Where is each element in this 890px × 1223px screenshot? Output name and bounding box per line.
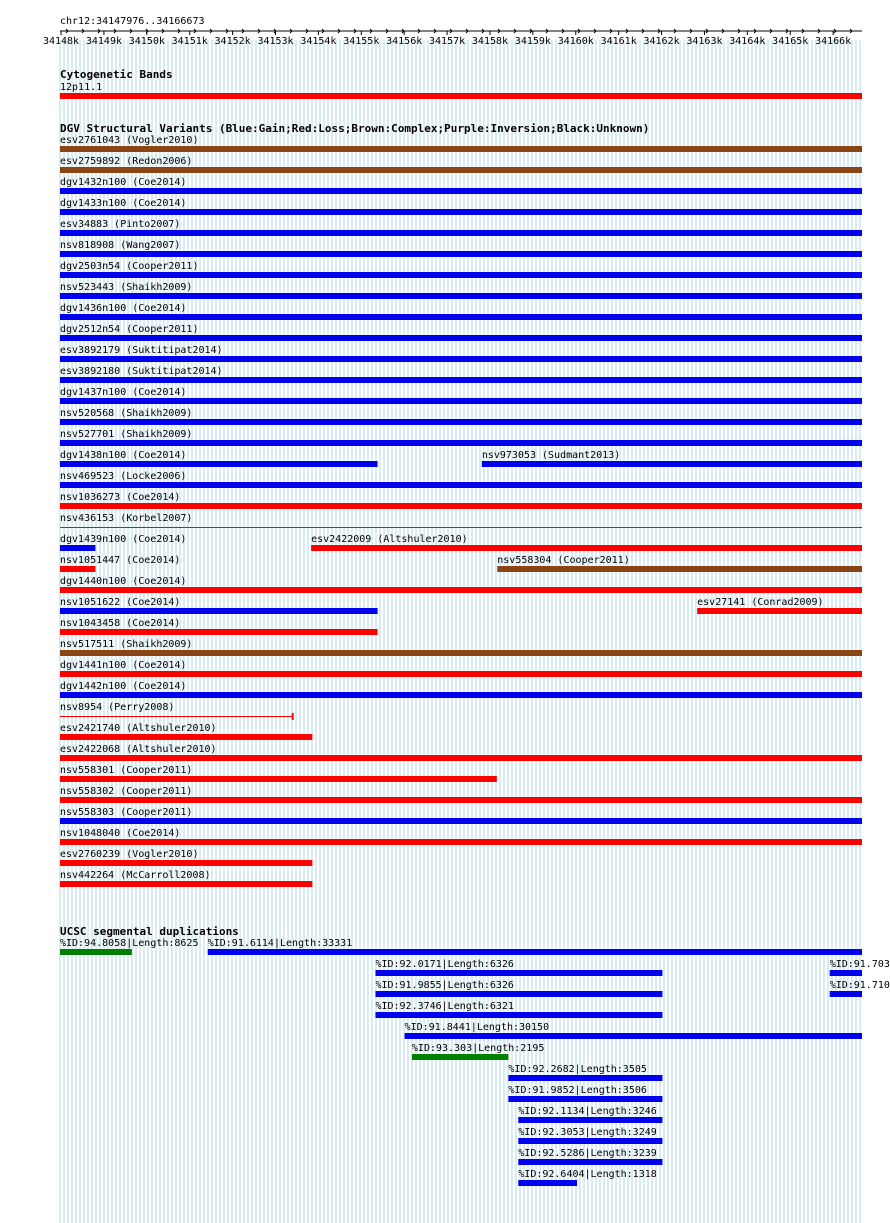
feature-bar[interactable]	[60, 527, 862, 528]
feature-bar[interactable]	[60, 629, 378, 635]
feature-label: %ID:92.3746|Length:6321	[375, 1001, 514, 1012]
feature-bar[interactable]	[60, 167, 862, 173]
feature-label: esv2421740 (Altshuler2010)	[60, 723, 217, 734]
feature-label: %ID:93.303|Length:2195	[411, 1043, 545, 1054]
feature[interactable]	[60, 198, 862, 215]
feature[interactable]	[60, 261, 862, 278]
feature-bar[interactable]	[60, 209, 862, 215]
feature-label: %ID:92.2682|Length:3505	[508, 1064, 647, 1075]
feature-bar[interactable]	[60, 860, 312, 866]
feature[interactable]	[60, 807, 862, 824]
feature-label: esv3892180 (Suktitipat2014)	[60, 366, 223, 377]
track-title: Cytogenetic Bands	[60, 68, 173, 81]
feature[interactable]	[60, 492, 862, 509]
track-title: UCSC segmental duplications	[60, 925, 239, 938]
feature[interactable]	[60, 324, 862, 341]
feature-label: dgv1441n100 (Coe2014)	[60, 660, 187, 671]
feature-bar[interactable]	[60, 671, 862, 677]
feature-label: nsv436153 (Korbel2007)	[60, 513, 193, 524]
feature-label: dgv2503n54 (Cooper2011)	[60, 261, 199, 272]
feature-bar[interactable]	[60, 251, 862, 257]
feature-bar[interactable]	[518, 1117, 662, 1123]
feature-label: nsv8954 (Perry2008)	[60, 702, 175, 713]
feature[interactable]	[60, 387, 862, 404]
feature-bar[interactable]	[60, 734, 312, 740]
feature[interactable]	[60, 240, 862, 257]
feature-label: nsv517511 (Shaikh2009)	[60, 639, 193, 650]
feature[interactable]	[60, 870, 312, 887]
feature[interactable]	[830, 980, 890, 997]
feature-bar[interactable]	[60, 839, 862, 845]
feature-label: %ID:91.6114|Length:33331	[207, 938, 353, 949]
feature-end-marker	[292, 713, 294, 720]
feature[interactable]	[518, 1127, 662, 1144]
feature-bar[interactable]	[60, 419, 862, 425]
feature-bar[interactable]	[405, 1033, 862, 1039]
feature-bar[interactable]	[60, 398, 862, 404]
ruler-tick-label: 34154k	[300, 36, 337, 47]
ruler-tick-label: 34166k	[815, 36, 852, 47]
feature[interactable]	[60, 303, 862, 320]
feature-label: %ID:91.9855|Length:6326	[375, 980, 514, 991]
feature[interactable]	[60, 828, 862, 845]
feature[interactable]	[60, 282, 862, 299]
feature[interactable]	[60, 702, 294, 720]
feature[interactable]	[60, 744, 862, 761]
ruler-tick-label: 34150k	[128, 36, 165, 47]
feature-label: nsv558301 (Cooper2011)	[60, 765, 193, 776]
feature-label: nsv469523 (Locke2006)	[60, 471, 187, 482]
feature-bar[interactable]	[412, 1054, 509, 1060]
feature[interactable]	[60, 471, 862, 488]
feature-label: nsv973053 (Sudmant2013)	[481, 450, 621, 461]
feature[interactable]	[518, 1106, 662, 1123]
feature[interactable]	[60, 576, 862, 593]
feature[interactable]	[375, 980, 662, 997]
ruler-tick-label: 34158k	[471, 36, 509, 47]
feature[interactable]	[375, 959, 662, 976]
feature-bar[interactable]	[697, 608, 862, 614]
feature-label: dgv1438n100 (Coe2014)	[60, 450, 187, 461]
ruler-tick-label: 34153k	[257, 36, 294, 47]
feature[interactable]	[60, 345, 862, 362]
feature[interactable]	[375, 1001, 662, 1018]
feature-label: nsv1048040 (Coe2014)	[60, 828, 181, 839]
ruler-tick-label: 34152k	[214, 36, 251, 47]
feature[interactable]	[60, 723, 312, 740]
feature-bar[interactable]	[375, 991, 662, 997]
feature-bar[interactable]	[508, 1096, 662, 1102]
feature-label: %ID:94.8058|Length:8625	[60, 938, 199, 949]
feature-bar[interactable]	[60, 716, 293, 717]
feature[interactable]	[60, 429, 862, 446]
feature-label: esv27141 (Conrad2009)	[697, 597, 824, 608]
feature[interactable]	[60, 681, 862, 698]
feature-bar[interactable]	[508, 1075, 662, 1081]
feature-bar[interactable]	[60, 356, 862, 362]
feature[interactable]	[60, 639, 862, 656]
feature-label: dgv2512n54 (Cooper2011)	[60, 324, 199, 335]
ruler-tick-label: 34156k	[386, 36, 423, 47]
feature-label: %ID:92.0171|Length:6326	[375, 959, 514, 970]
feature-label: esv2760239 (Vogler2010)	[60, 849, 199, 860]
feature-bar[interactable]	[60, 272, 862, 278]
feature-label: %ID:91.703	[829, 959, 890, 970]
feature-bar[interactable]	[60, 797, 862, 803]
feature-label: dgv1440n100 (Coe2014)	[60, 576, 187, 587]
feature-bar[interactable]	[60, 587, 862, 593]
feature[interactable]	[508, 1085, 662, 1102]
feature-label: %ID:92.6404|Length:1318	[518, 1169, 657, 1180]
feature-bar[interactable]	[60, 93, 862, 99]
feature-label: nsv527701 (Shaikh2009)	[60, 429, 193, 440]
feature-label: %ID:92.3053|Length:3249	[518, 1127, 657, 1138]
feature-label: dgv1437n100 (Coe2014)	[60, 387, 187, 398]
feature-bar[interactable]	[60, 482, 862, 488]
feature[interactable]	[405, 1022, 862, 1039]
feature-bar[interactable]	[375, 1012, 662, 1018]
ruler-tick-label: 34163k	[686, 36, 723, 47]
feature-bar[interactable]	[60, 503, 862, 509]
feature[interactable]	[60, 177, 862, 194]
feature-bar[interactable]	[60, 881, 312, 887]
feature-label: dgv1439n100 (Coe2014)	[60, 534, 187, 545]
feature[interactable]	[60, 765, 497, 782]
ruler-tick-label: 34149k	[85, 36, 122, 47]
feature-label: nsv520568 (Shaikh2009)	[60, 408, 193, 419]
feature-label: nsv1051447 (Coe2014)	[60, 555, 181, 566]
feature[interactable]	[60, 786, 862, 803]
feature[interactable]	[60, 366, 862, 383]
feature[interactable]	[697, 597, 862, 614]
feature[interactable]	[60, 618, 378, 635]
feature-label: dgv1432n100 (Coe2014)	[60, 177, 187, 188]
ruler-tick-label: 34160k	[557, 36, 594, 47]
feature-label: esv2759892 (Redon2006)	[60, 156, 193, 167]
feature-bar[interactable]	[311, 545, 862, 551]
feature-label: esv2761043 (Vogler2010)	[60, 135, 199, 146]
feature-label: esv2422009 (Altshuler2010)	[311, 534, 468, 545]
feature[interactable]	[60, 219, 862, 236]
feature[interactable]	[60, 660, 862, 677]
feature-label: %ID:91.9852|Length:3506	[508, 1085, 647, 1096]
feature-bar[interactable]	[518, 1180, 577, 1186]
feature-label: dgv1442n100 (Coe2014)	[60, 681, 187, 692]
feature-bar[interactable]	[60, 377, 862, 383]
feature-bar[interactable]	[60, 692, 862, 698]
ruler-tick-label: 34162k	[643, 36, 680, 47]
feature-bar[interactable]	[60, 566, 95, 572]
feature-label: nsv1051622 (Coe2014)	[60, 597, 181, 608]
track-title: DGV Structural Variants (Blue:Gain;Red:Loss;Brown:Complex;Purple:Inversion;Black:Unknown)	[60, 122, 650, 135]
feature-bar[interactable]	[518, 1138, 662, 1144]
feature-bar[interactable]	[60, 188, 862, 194]
feature-bar[interactable]	[830, 970, 862, 976]
feature-label: dgv1436n100 (Coe2014)	[60, 303, 187, 314]
feature[interactable]	[508, 1064, 662, 1081]
feature-bar[interactable]	[60, 461, 378, 467]
feature-bar[interactable]	[60, 949, 132, 955]
feature-bar[interactable]	[60, 818, 862, 824]
feature-label: nsv1043458 (Coe2014)	[60, 618, 181, 629]
feature-bar[interactable]	[830, 991, 862, 997]
feature-bar[interactable]	[375, 970, 662, 976]
ruler-tick-label: 34159k	[514, 36, 551, 47]
feature-label: %ID:92.1134|Length:3246	[518, 1106, 657, 1117]
feature-bar[interactable]	[60, 314, 862, 320]
feature-bar[interactable]	[60, 230, 862, 236]
feature-bar[interactable]	[60, 545, 95, 551]
feature-label: nsv558302 (Cooper2011)	[60, 786, 193, 797]
feature-bar[interactable]	[60, 440, 862, 446]
feature-bar[interactable]	[60, 650, 862, 656]
feature[interactable]	[60, 534, 186, 551]
feature-bar[interactable]	[497, 566, 862, 572]
feature-bar[interactable]	[60, 755, 862, 761]
feature[interactable]	[830, 959, 890, 976]
feature-bar[interactable]	[60, 293, 862, 299]
feature-label: nsv523443 (Shaikh2009)	[60, 282, 193, 293]
ruler-tick-label: 34165k	[772, 36, 809, 47]
feature-bar[interactable]	[518, 1159, 662, 1165]
feature-label: esv2422068 (Altshuler2010)	[60, 744, 217, 755]
feature[interactable]	[518, 1148, 662, 1165]
feature-bar[interactable]	[60, 146, 862, 152]
ruler-tick-label: 34148k	[42, 36, 80, 47]
feature-label: %ID:91.710	[829, 980, 890, 991]
region-label: chr12:34147976..34166673	[60, 16, 205, 27]
feature[interactable]	[60, 408, 862, 425]
feature[interactable]	[60, 849, 312, 866]
feature-label: esv3892179 (Suktitipat2014)	[60, 345, 223, 356]
feature[interactable]	[311, 534, 862, 551]
feature[interactable]	[60, 597, 378, 614]
feature-label: dgv1433n100 (Coe2014)	[60, 198, 187, 209]
ruler-tick-label: 34161k	[600, 36, 637, 47]
feature-bar[interactable]	[60, 335, 862, 341]
feature[interactable]	[60, 938, 198, 955]
ruler-tick-label: 34155k	[343, 36, 380, 47]
ruler-tick-label: 34164k	[729, 36, 766, 47]
feature[interactable]	[60, 450, 378, 467]
feature-label: %ID:92.5286|Length:3239	[518, 1148, 657, 1159]
feature[interactable]	[60, 156, 862, 173]
feature-label: 12p11.1	[60, 82, 103, 93]
feature-label: %ID:91.8441|Length:30150	[404, 1022, 550, 1033]
feature-label: nsv442264 (McCarroll2008)	[60, 870, 211, 881]
feature-label: nsv1036273 (Coe2014)	[60, 492, 181, 503]
feature-bar[interactable]	[208, 949, 862, 955]
feature-bar[interactable]	[60, 776, 497, 782]
feature-bar[interactable]	[482, 461, 862, 467]
feature-bar[interactable]	[60, 608, 378, 614]
feature-label: esv34883 (Pinto2007)	[60, 219, 181, 230]
ruler-tick-label: 34151k	[171, 36, 208, 47]
feature[interactable]	[60, 135, 862, 152]
feature-label: nsv558304 (Cooper2011)	[497, 555, 630, 566]
ruler-tick-label: 34157k	[429, 36, 466, 47]
feature-label: nsv558303 (Cooper2011)	[60, 807, 193, 818]
feature-label: nsv818908 (Wang2007)	[60, 240, 181, 251]
coordinate-ruler	[43, 29, 862, 47]
